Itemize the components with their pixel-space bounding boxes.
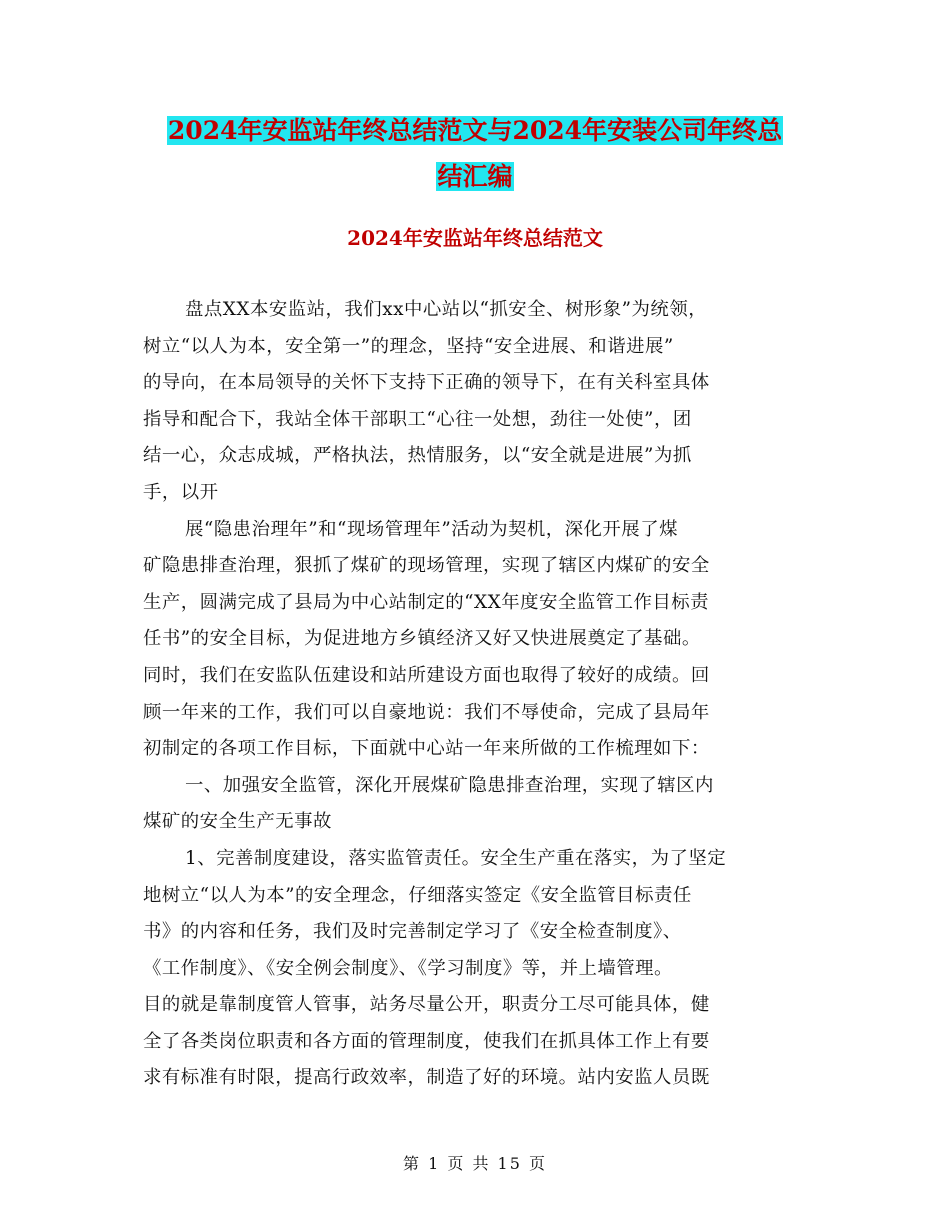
body-line: 指导和配合下，我站全体干部职工“心往一处想，劲往一处使”，团 bbox=[143, 408, 692, 430]
body-line: 矿隐患排查治理，狠抓了煤矿的现场管理，实现了辖区内煤矿的安全 bbox=[143, 555, 710, 577]
body-line: 手，以开 bbox=[143, 481, 219, 503]
body-line: 结一心，众志成城，严格执法，热情服务，以“安全就是进展”为抓 bbox=[143, 445, 692, 467]
body-line: 1、完善制度建设，落实监管责任。安全生产重在落实，为了坚定 bbox=[185, 847, 727, 869]
body-line: 煤矿的安全生产无事故 bbox=[143, 811, 332, 833]
body-line: 目的就是靠制度管人管事，站务尽量公开，职责分工尽可能具体，健 bbox=[143, 994, 710, 1016]
body-line: 生产，圆满完成了县局为中心站制定的“XX年度安全监管工作目标责 bbox=[143, 591, 710, 613]
page-footer: 第 1 页 共 15 页 bbox=[403, 1154, 547, 1173]
document-title bbox=[0, 108, 950, 200]
body-line: 的导向，在本局领导的关怀下支持下正确的领导下，在有关科室具体 bbox=[143, 372, 710, 394]
body-line: 初制定的各项工作目标，下面就中心站一年来所做的工作梳理如下： bbox=[143, 738, 710, 760]
body-line: 求有标准有时限，提高行政效率，制造了好的环境。站内安监人员既 bbox=[143, 1067, 710, 1089]
body-line: 盘点XX本安监站，我们xx中心站以“抓安全、树形象”为统领， bbox=[185, 299, 708, 320]
section-title: 2024年安监站年终总结范文 bbox=[347, 226, 603, 250]
body-line: 顾一年来的工作，我们可以自豪地说：我们不辱使命，完成了县局年 bbox=[143, 701, 710, 723]
body-line: 同时，我们在安监队伍建设和站所建设方面也取得了较好的成绩。回 bbox=[143, 664, 710, 686]
body-line: 展“隐患治理年”和“现场管理年”活动为契机，深化开展了煤 bbox=[185, 518, 678, 540]
body-line: 全了各类岗位职责和各方面的管理制度，使我们在抓具体工作上有要 bbox=[143, 1030, 710, 1052]
document-title-line-1-text: 2024年安监站年终总结范文与2024年安装公司年终总 bbox=[167, 116, 783, 145]
body-line: 《工作制度》、《安全例会制度》、《学习制度》等，并上墙管理。 bbox=[143, 957, 673, 979]
body-line: 书》的内容和任务，我们及时完善制定学习了《安全检查制度》、 bbox=[143, 921, 682, 943]
document-title-line-1 bbox=[0, 108, 950, 154]
body-text bbox=[143, 292, 805, 1097]
document-title-line-2-text: 结汇编 bbox=[437, 162, 513, 191]
body-line: 树立“以人为本，安全第一”的理念，坚持“安全进展、和谐进展” bbox=[143, 335, 674, 357]
body-line: 一、加强安全监管，深化开展煤矿隐患排查治理，实现了辖区内 bbox=[185, 774, 714, 796]
document-title-line-2 bbox=[0, 154, 950, 200]
body-line: 地树立“以人为本”的安全理念，仔细落实签定《安全监管目标责任 bbox=[143, 884, 692, 906]
body-line: 任书”的安全目标，为促进地方乡镇经济又好又快进展奠定了基础。 bbox=[143, 628, 701, 650]
